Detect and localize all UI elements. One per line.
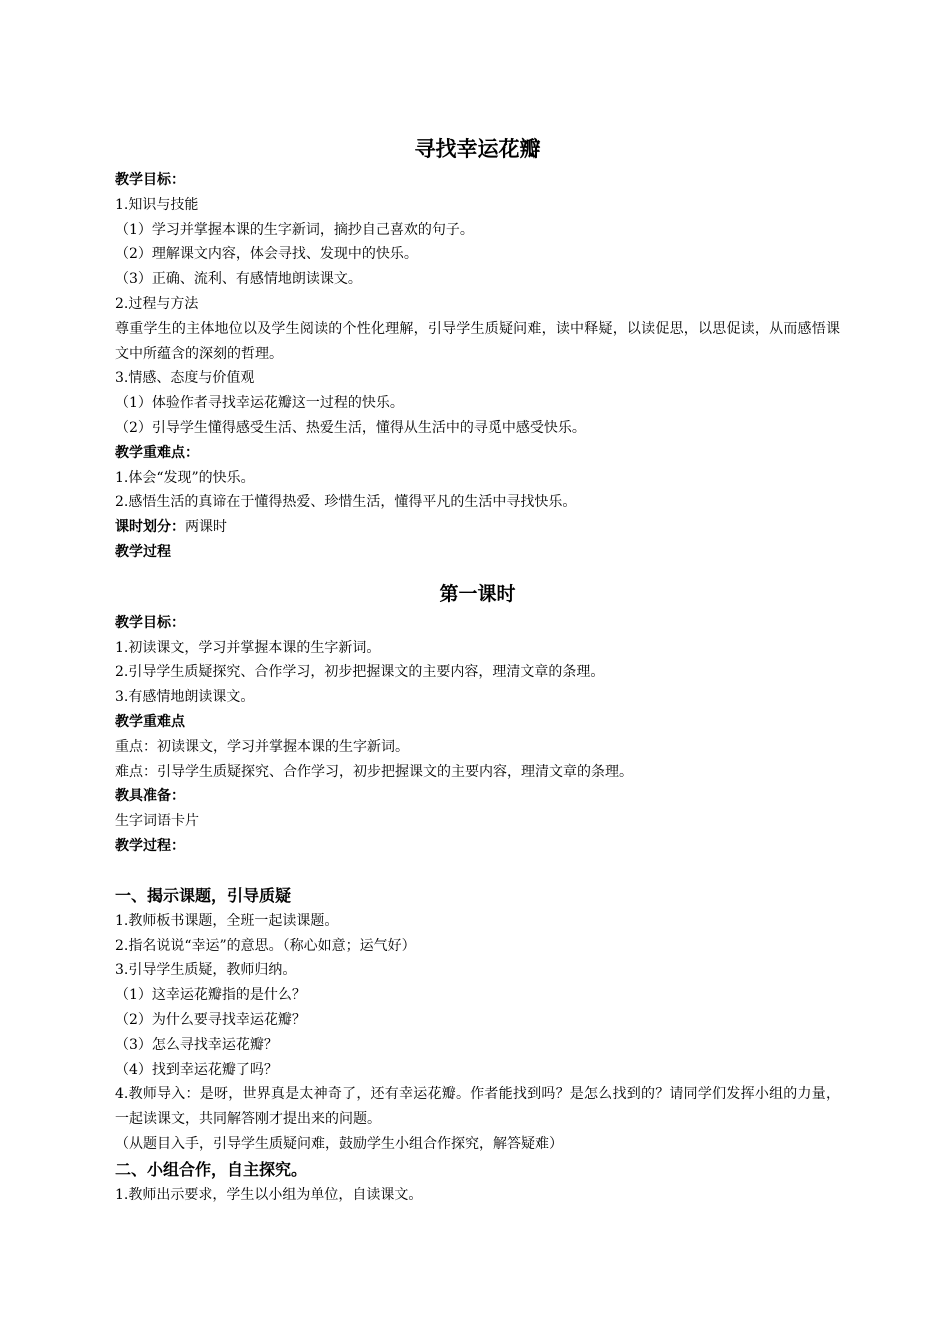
spacer xyxy=(115,859,840,883)
section2-heading: 二、小组合作，自主探究。 xyxy=(115,1159,308,1179)
section2-line: 1.教师出示要求，学生以小组为单位，自读课文。 xyxy=(115,1186,423,1203)
key-point-line: 1.体会“发现”的快乐。 xyxy=(115,469,255,486)
section1-line: 2.指名说说“幸运”的意思。（称心如意；运气好） xyxy=(115,937,416,954)
lesson1-tools-value: 生字词语卡片 xyxy=(115,813,199,830)
section1-line: 1.教师板书课题，全班一起读课题。 xyxy=(115,912,339,929)
goal-line: （2）引导学生懂得感受生活、热爱生活，懂得从生活中的寻觅中感受快乐。 xyxy=(115,419,586,436)
section1-line: （2）为什么要寻找幸运花瓣？ xyxy=(115,1011,306,1028)
goals-heading: 教学目标： xyxy=(115,172,185,188)
lesson1-goals-heading: 教学目标： xyxy=(115,614,185,631)
document-title: 寻找幸运花瓣 xyxy=(414,137,541,161)
section1-line: （从题目入手，引导学生质疑问难，鼓励学生小组合作探究，解答疑难） xyxy=(115,1135,563,1152)
document-page xyxy=(115,130,840,1207)
process-heading: 教学过程 xyxy=(115,543,171,560)
goal-line: 3.情感、态度与价值观 xyxy=(115,370,255,387)
goal-line: 1.知识与技能 xyxy=(115,196,199,213)
goal-paragraph: 尊重学生的主体地位以及学生阅读的个性化理解，引导学生质疑问难，读中释疑，以读促思，以思促读，从而感悟课文中所蕴含的深刻的哲理。 xyxy=(115,320,840,362)
goal-line: （3）正确、流利、有感情地朗读课文。 xyxy=(115,271,362,288)
section1-line: （4）找到幸运花瓣了吗？ xyxy=(115,1061,278,1078)
lesson1-goal-line: 3.有感情地朗读课文。 xyxy=(115,689,255,706)
lesson1-key-heading: 教学重难点 xyxy=(115,713,185,730)
section1-paragraph: 4.教师导入：是呀，世界真是太神奇了，还有幸运花瓣。作者能找到吗？是怎么找到的？请同学们发挥小组的力量，一起读课文，共同解答刚才提出来的问题。 xyxy=(115,1086,840,1128)
goal-line: （2）理解课文内容，体会寻找、发现中的快乐。 xyxy=(115,246,418,263)
lesson1-goal-line: 1.初读课文，学习并掌握本课的生字新词。 xyxy=(115,639,381,656)
lesson1-title: 第一课时 xyxy=(439,582,516,605)
lesson1-goal-line: 2.引导学生质疑探究、合作学习，初步把握课文的主要内容，理清文章的条理。 xyxy=(115,664,605,681)
schedule-label: 课时划分： xyxy=(115,519,185,536)
key-point-line: 2.感悟生活的真谛在于懂得热爱、珍惜生活，懂得平凡的生活中寻找快乐。 xyxy=(115,494,577,511)
schedule-value: 两课时 xyxy=(185,519,227,536)
lesson1-key-line: 难点：引导学生质疑探究、合作学习，初步把握课文的主要内容，理清文章的条理。 xyxy=(115,763,633,780)
lesson1-tools-heading: 教具准备： xyxy=(115,788,185,805)
goal-line: （1）体验作者寻找幸运花瓣这一过程的快乐。 xyxy=(115,395,404,412)
lesson1-key-line: 重点：初读课文，学习并掌握本课的生字新词。 xyxy=(115,738,409,755)
lesson1-process-heading: 教学过程： xyxy=(115,837,185,854)
section1-line: （3）怎么寻找幸运花瓣？ xyxy=(115,1036,278,1053)
key-points-heading: 教学重难点： xyxy=(115,444,199,461)
section1-line: （1）这幸运花瓣指的是什么？ xyxy=(115,987,306,1004)
goal-line: 2.过程与方法 xyxy=(115,295,199,312)
section1-line: 3.引导学生质疑，教师归纳。 xyxy=(115,962,297,979)
goal-line: （1）学习并掌握本课的生字新词，摘抄自己喜欢的句子。 xyxy=(115,221,474,238)
section1-heading: 一、揭示课题，引导质疑 xyxy=(115,885,292,905)
schedule-line xyxy=(115,515,840,540)
